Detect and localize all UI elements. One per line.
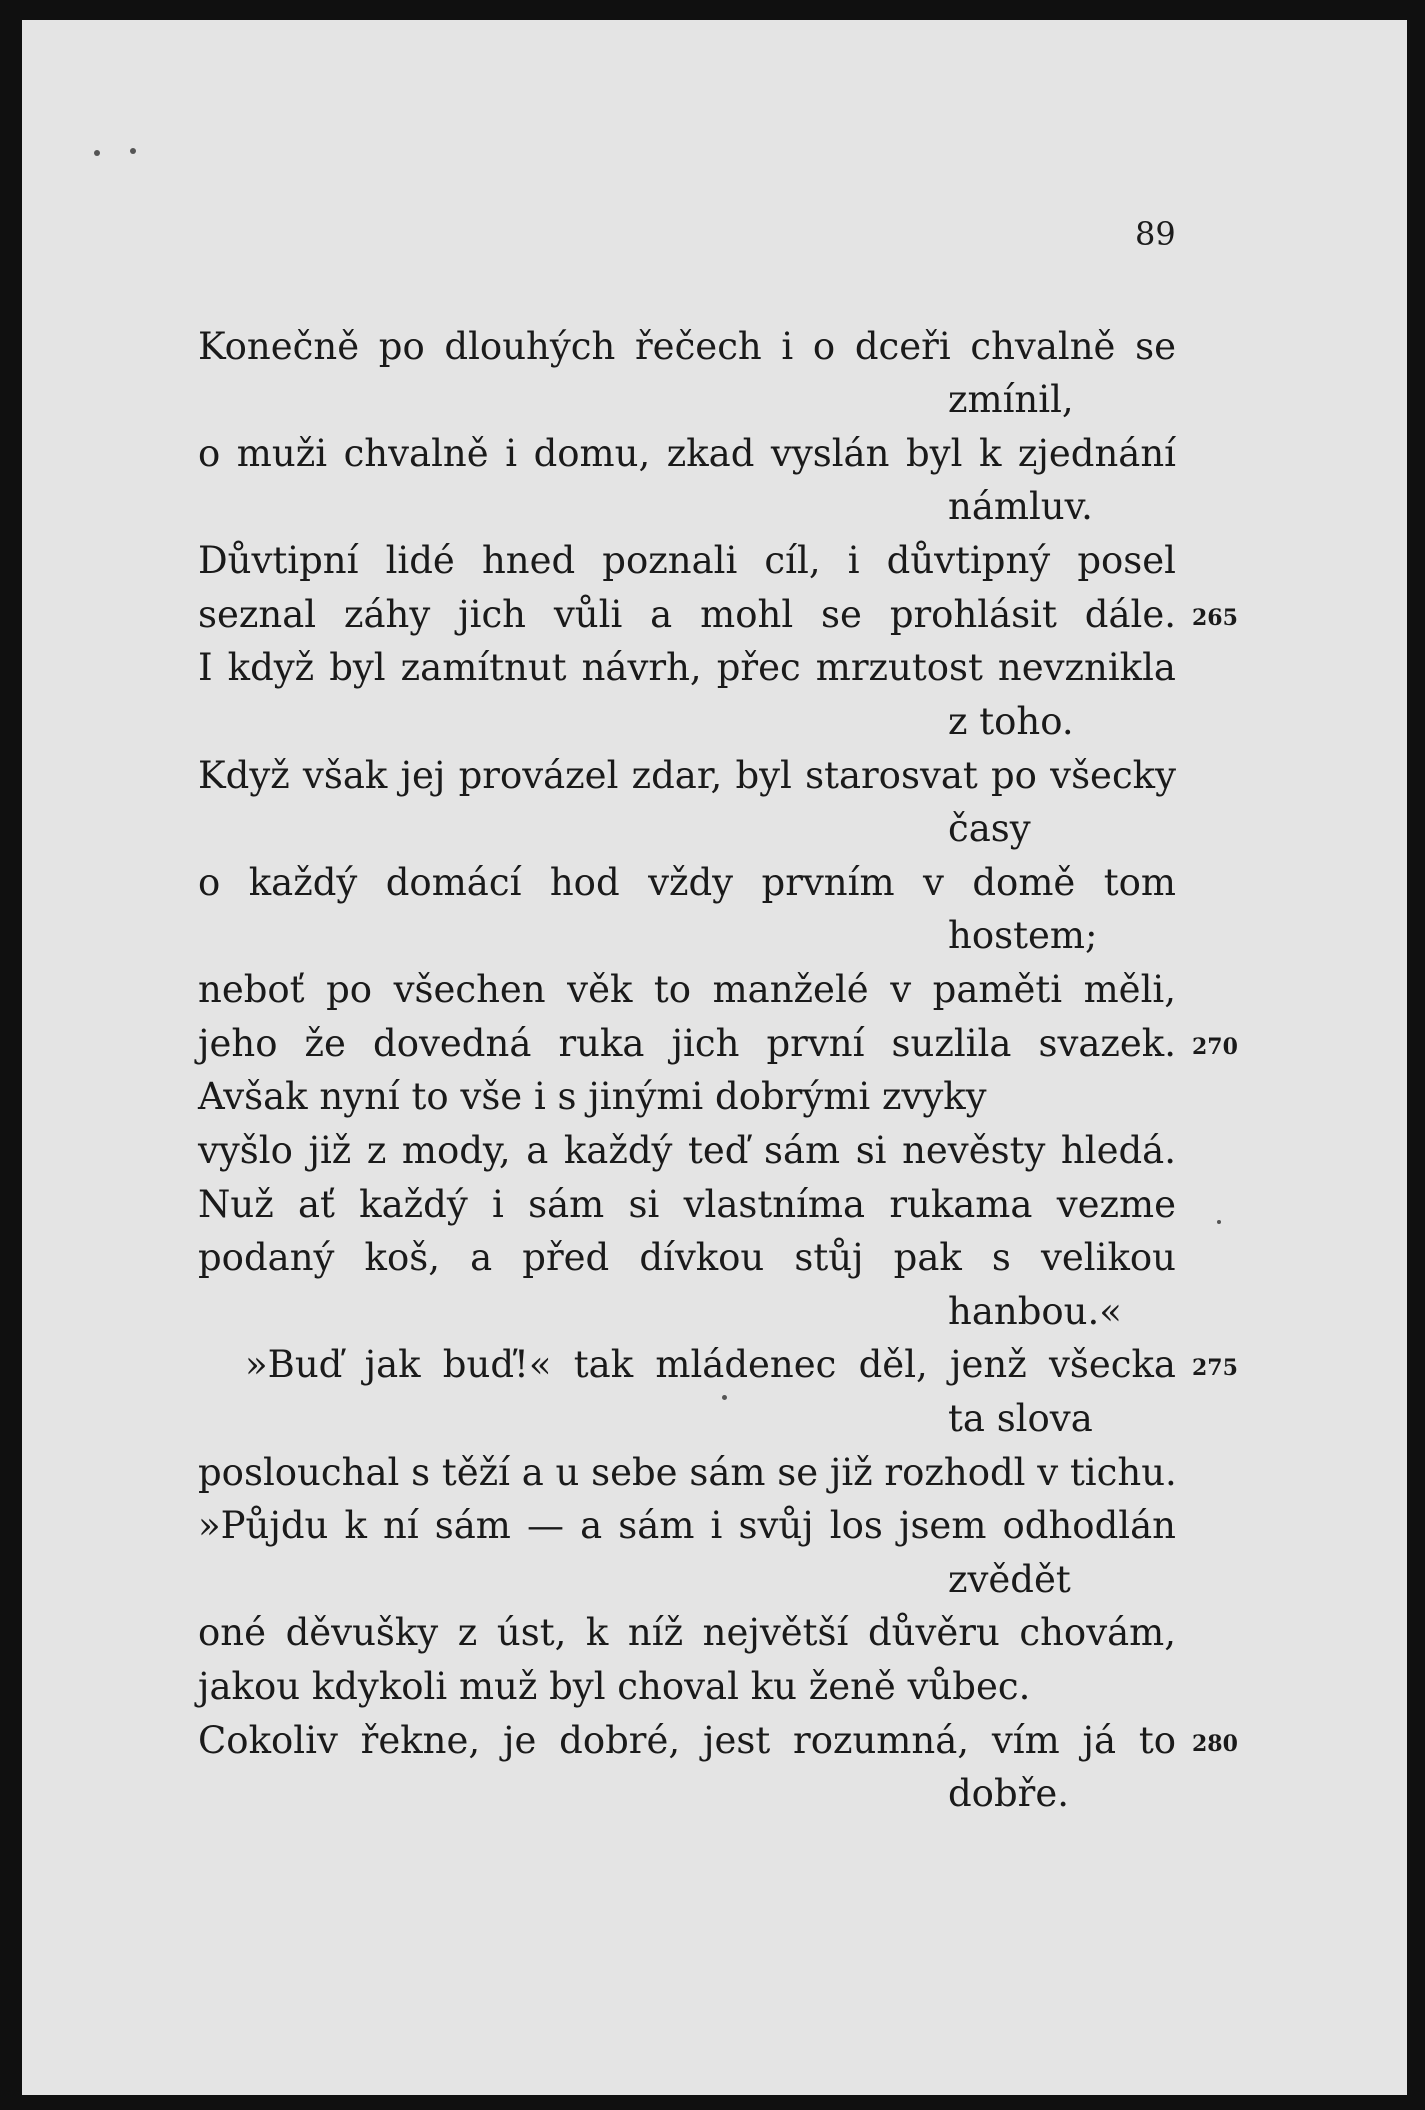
poem-line-continuation: dobře. (948, 1772, 1069, 1815)
scan-speck (130, 148, 136, 154)
line-number-280: 280 (1192, 1731, 1238, 1757)
poem-line-continuation: hostem; (948, 914, 1098, 957)
poem-line: Když však jej provázel zdar, byl starosvat po všecky (198, 754, 1176, 797)
poem-line: Avšak nyní to vše i s jinými dobrými zvyky (198, 1075, 987, 1118)
scan-speck (1217, 1220, 1221, 1224)
poem-line: »Buď jak buď!« tak mládenec děl, jenž všecka (245, 1343, 1176, 1386)
poem-line: jeho že dovedná ruka jich první suzlila svazek. (198, 1022, 1176, 1065)
poem-line: neboť po všechen věk to manželé v paměti měli, (198, 968, 1176, 1011)
line-number-275: 275 (1192, 1355, 1238, 1381)
poem-line: I když byl zamítnut návrh, přec mrzutost nevznikla (198, 646, 1176, 689)
poem-line: »Půjdu k ní sám — a sám i svůj los jsem odhodlán (198, 1504, 1176, 1547)
poem-line: podaný koš, a před dívkou stůj pak s velikou (198, 1236, 1176, 1279)
page-number: 89 (1135, 215, 1176, 253)
scan-speck (94, 150, 100, 156)
poem-line-continuation: ta slova (948, 1397, 1093, 1440)
poem-line: o každý domácí hod vždy prvním v domě tom (198, 861, 1176, 904)
poem-line: Cokoliv řekne, je dobré, jest rozumná, vím já to (198, 1719, 1176, 1762)
poem-line-continuation: hanbou.« (948, 1290, 1122, 1333)
poem-line: seznal záhy jich vůli a mohl se prohlásit dále. (198, 593, 1176, 636)
poem-line-continuation: zvědět (948, 1558, 1071, 1601)
line-number-270: 270 (1192, 1034, 1238, 1060)
poem-line: vyšlo již z mody, a každý teď sám si nevěsty hledá. (198, 1129, 1176, 1172)
poem-line: jakou kdykoli muž byl choval ku ženě vůbec. (198, 1665, 1031, 1708)
poem-line-continuation: námluv. (948, 485, 1093, 528)
poem-line-continuation: z toho. (948, 700, 1074, 743)
poem-line: Důvtipní lidé hned poznali cíl, i důvtipný posel (198, 539, 1176, 582)
poem-line: poslouchal s těží a u sebe sám se již rozhodl v tichu. (198, 1451, 1177, 1494)
scan-speck (722, 1395, 727, 1400)
poem-line: Konečně po dlouhých řečech i o dceři chvalně se (198, 325, 1176, 368)
poem-line-continuation: časy (948, 807, 1031, 850)
poem-line: Nuž ať každý i sám si vlastníma rukama vezme (198, 1183, 1176, 1226)
poem-line: oné děvušky z úst, k níž největší důvěru chovám, (198, 1611, 1176, 1654)
poem-line: o muži chvalně i domu, zkad vyslán byl k zjednání (198, 432, 1176, 475)
poem-line-continuation: zmínil, (948, 378, 1074, 421)
line-number-265: 265 (1192, 605, 1238, 631)
